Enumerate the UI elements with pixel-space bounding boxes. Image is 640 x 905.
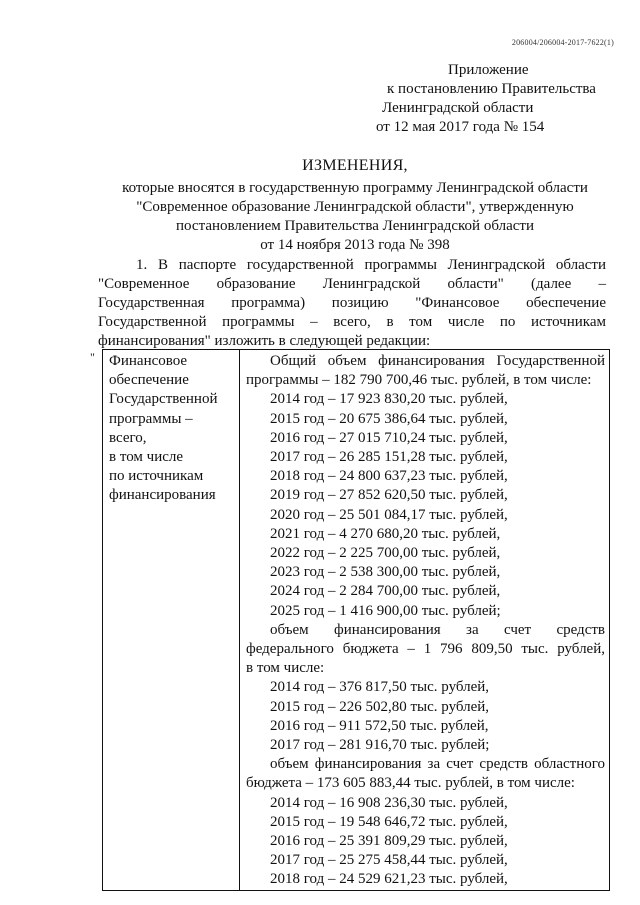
regional-line-1: объем финансирования за счет средств областного (270, 756, 605, 773)
appendix-line-4: от 12 мая 2017 года № 154 (376, 119, 545, 135)
label-line: всего, (109, 429, 147, 446)
federal-line-1: объем финансирования за счет средств (270, 621, 605, 638)
total-year-line: 2024 год – 2 284 700,00 тыс. рублей, (270, 583, 501, 600)
total-line-2: программы – 182 790 700,46 тыс. рублей, в том числе: (246, 372, 592, 389)
total-year-line: 2020 год – 25 501 084,17 тыс. рублей, (270, 506, 508, 523)
total-year-line: 2023 год – 2 538 300,00 тыс. рублей, (270, 564, 501, 581)
total-year-line: 2018 год – 24 800 637,23 тыс. рублей, (270, 468, 508, 485)
regional-year-line: 2017 год – 25 275 458,44 тыс. рублей, (270, 852, 508, 869)
total-year-line: 2014 год – 17 923 830,20 тыс. рублей, (270, 391, 508, 408)
document-id: 206004/206004-2017-7622(1) (511, 38, 614, 47)
appendix-line-3: Ленинградской области (382, 100, 534, 116)
total-year-line: 2022 год – 2 225 700,00 тыс. рублей, (270, 545, 501, 562)
title-line-1: которые вносятся в государственную программу Ленинградской области (122, 180, 588, 196)
federal-line-2: федерального бюджета – 1 796 809,50 тыс. рублей, (246, 641, 605, 658)
label-line: Государственной (109, 391, 218, 408)
federal-year-line: 2016 год – 911 572,50 тыс. рублей, (270, 717, 489, 734)
total-year-line: 2021 год – 4 270 680,20 тыс. рублей, (270, 525, 501, 542)
position-label-cell (103, 350, 240, 891)
intro-line-4: Государственной программы – всего, в том числе по источникам (98, 314, 606, 330)
total-year-line: 2016 год – 27 015 710,24 тыс. рублей, (270, 429, 508, 446)
title-line-4: от 14 ноября 2013 года № 398 (260, 237, 450, 253)
federal-line-3: в том числе: (246, 660, 325, 677)
regional-year-line: 2018 год – 24 529 621,23 тыс. рублей, (270, 871, 508, 888)
regional-year-line: 2014 год – 16 908 236,30 тыс. рублей, (270, 794, 508, 811)
total-year-line: 2025 год – 1 416 900,00 тыс. рублей; (270, 602, 501, 619)
intro-line-5: финансирования" изложить в следующей редакции: (98, 333, 431, 349)
appendix-line-2: к постановлению Правительства (387, 81, 596, 97)
regional-year-line: 2015 год – 19 548 646,72 тыс. рублей, (270, 813, 508, 830)
total-year-line: 2017 год – 26 285 151,28 тыс. рублей, (270, 449, 508, 466)
title-line-2: "Современное образование Ленинградской области", утвержденную (136, 199, 574, 215)
label-line: программы – (109, 410, 193, 427)
federal-year-line: 2017 год – 281 916,70 тыс. рублей; (270, 737, 490, 754)
total-year-line: 2019 год – 27 852 620,50 тыс. рублей, (270, 487, 508, 504)
label-line: в том числе (109, 449, 184, 466)
intro-line-3: Государственная программа) позицию "Финансовое обеспечение (98, 295, 606, 311)
title-line-3: постановлением Правительства Ленинградской области (176, 218, 534, 234)
label-line: по источникам (109, 468, 204, 485)
regional-line-2: бюджета – 173 605 883,44 тыс. рублей, в том числе: (246, 775, 575, 792)
total-year-line: 2015 год – 20 675 386,64 тыс. рублей, (270, 410, 508, 427)
financing-table (102, 349, 610, 891)
federal-year-line: 2015 год – 226 502,80 тыс. рублей, (270, 698, 490, 715)
intro-line-1: 1. В паспорте государственной программы Ленинградской области (136, 257, 606, 273)
label-line: Финансовое (109, 353, 188, 369)
table-row (103, 350, 610, 891)
appendix-line-1: Приложение (448, 62, 529, 78)
federal-year-line: 2014 год – 376 817,50 тыс. рублей, (270, 679, 490, 696)
appendix-header (376, 61, 596, 137)
financing-details-cell (240, 350, 610, 891)
total-line-1: Общий объем финансирования Государственной (270, 353, 605, 369)
intro-line-2: "Современное образование Ленинградской области" (далее – (98, 276, 606, 292)
label-line: обеспечение (109, 372, 189, 389)
opening-quote: " (90, 350, 95, 364)
regional-year-line: 2016 год – 25 391 809,29 тыс. рублей, (270, 833, 508, 850)
label-line: финансирования (109, 487, 216, 504)
intro-paragraph (98, 256, 606, 351)
document-title (100, 156, 610, 255)
title-main: ИЗМЕНЕНИЯ, (302, 157, 408, 174)
